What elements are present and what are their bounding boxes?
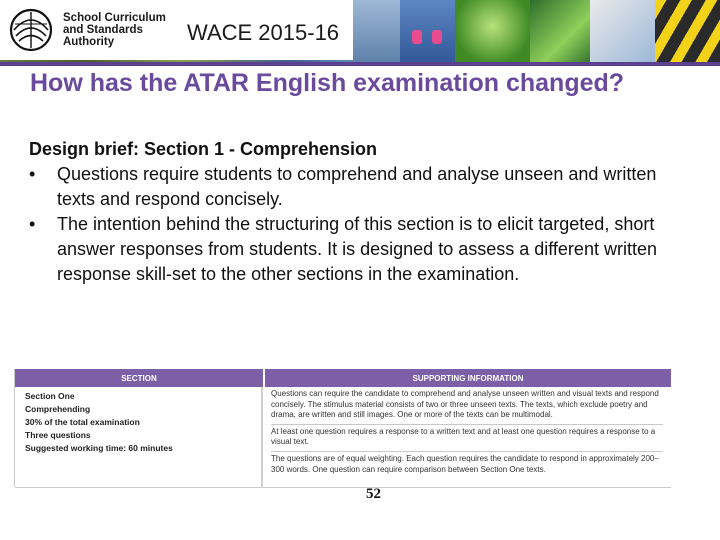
supporting-paragraph: The questions are of equal weighting. Each question requires the candidate to respond in approximately 200–300 words. One question can require comparison between Section One texts. [271, 453, 659, 474]
banner-photo-water [590, 0, 655, 66]
table-cell-section [15, 387, 263, 487]
table-header-row [15, 369, 671, 387]
program-title: WACE 2015-16 [187, 20, 340, 45]
slide-title: How has the ATAR English examination changed? [30, 69, 625, 97]
section-line: Three questions [25, 430, 91, 440]
cell-divider [271, 451, 663, 452]
section-line: Suggested working time: 60 minutes [25, 443, 173, 453]
table-header-section: SECTION [15, 369, 265, 387]
banner-photo-sky [345, 0, 400, 66]
header-banner [0, 0, 720, 66]
table-cell-supporting-info [263, 387, 671, 487]
page-number: 52 [366, 486, 381, 502]
section-line: 30% of the total examination [25, 417, 140, 427]
logo-panel [0, 0, 353, 60]
bullet-list [29, 162, 689, 287]
section-line: Comprehending [25, 404, 91, 414]
slide-body [29, 137, 689, 287]
table-row [15, 387, 671, 487]
bullet-item: • Questions require students to comprehend and analyse unseen and written texts and respond concisely. [29, 162, 689, 212]
pink-shoe-icon [432, 30, 442, 44]
design-brief-heading: Design brief: Section 1 - Comprehension [29, 139, 378, 159]
supporting-paragraph: At least one question requires a response to a written text and at least one question requires a response to a visual text. [271, 426, 656, 447]
section-table [14, 369, 671, 487]
banner-photo-road-lines [655, 0, 720, 66]
table-header-supporting-info: SUPPORTING INFORMATION [412, 373, 524, 383]
cell-divider [271, 424, 663, 425]
supporting-paragraph: Questions can require the candidate to comprehend and analyse unseen written and visual texts and respond concisely. The stimulus material consists of two or three unseen texts. The texts, which exclude poetry and drama, are written and still images. One or more of the texts can be multimodal. [271, 389, 659, 420]
banner-photo-jeans [400, 0, 455, 66]
banner-photo-plant [455, 0, 530, 66]
bullet-item: • The intention behind the structuring of this section is to elicit targeted, short answer responses from students. It is designed to assess a different written response skill-set to the other sections in the examination. [29, 212, 689, 287]
org-name: School Curriculum and Standards Authority [63, 12, 166, 48]
pink-shoe-icon [412, 30, 422, 44]
banner-photo-leaf [530, 0, 590, 66]
scsa-emblem-icon [6, 8, 56, 52]
section-line: Section One [25, 391, 75, 401]
table-bottom-border [15, 487, 671, 488]
